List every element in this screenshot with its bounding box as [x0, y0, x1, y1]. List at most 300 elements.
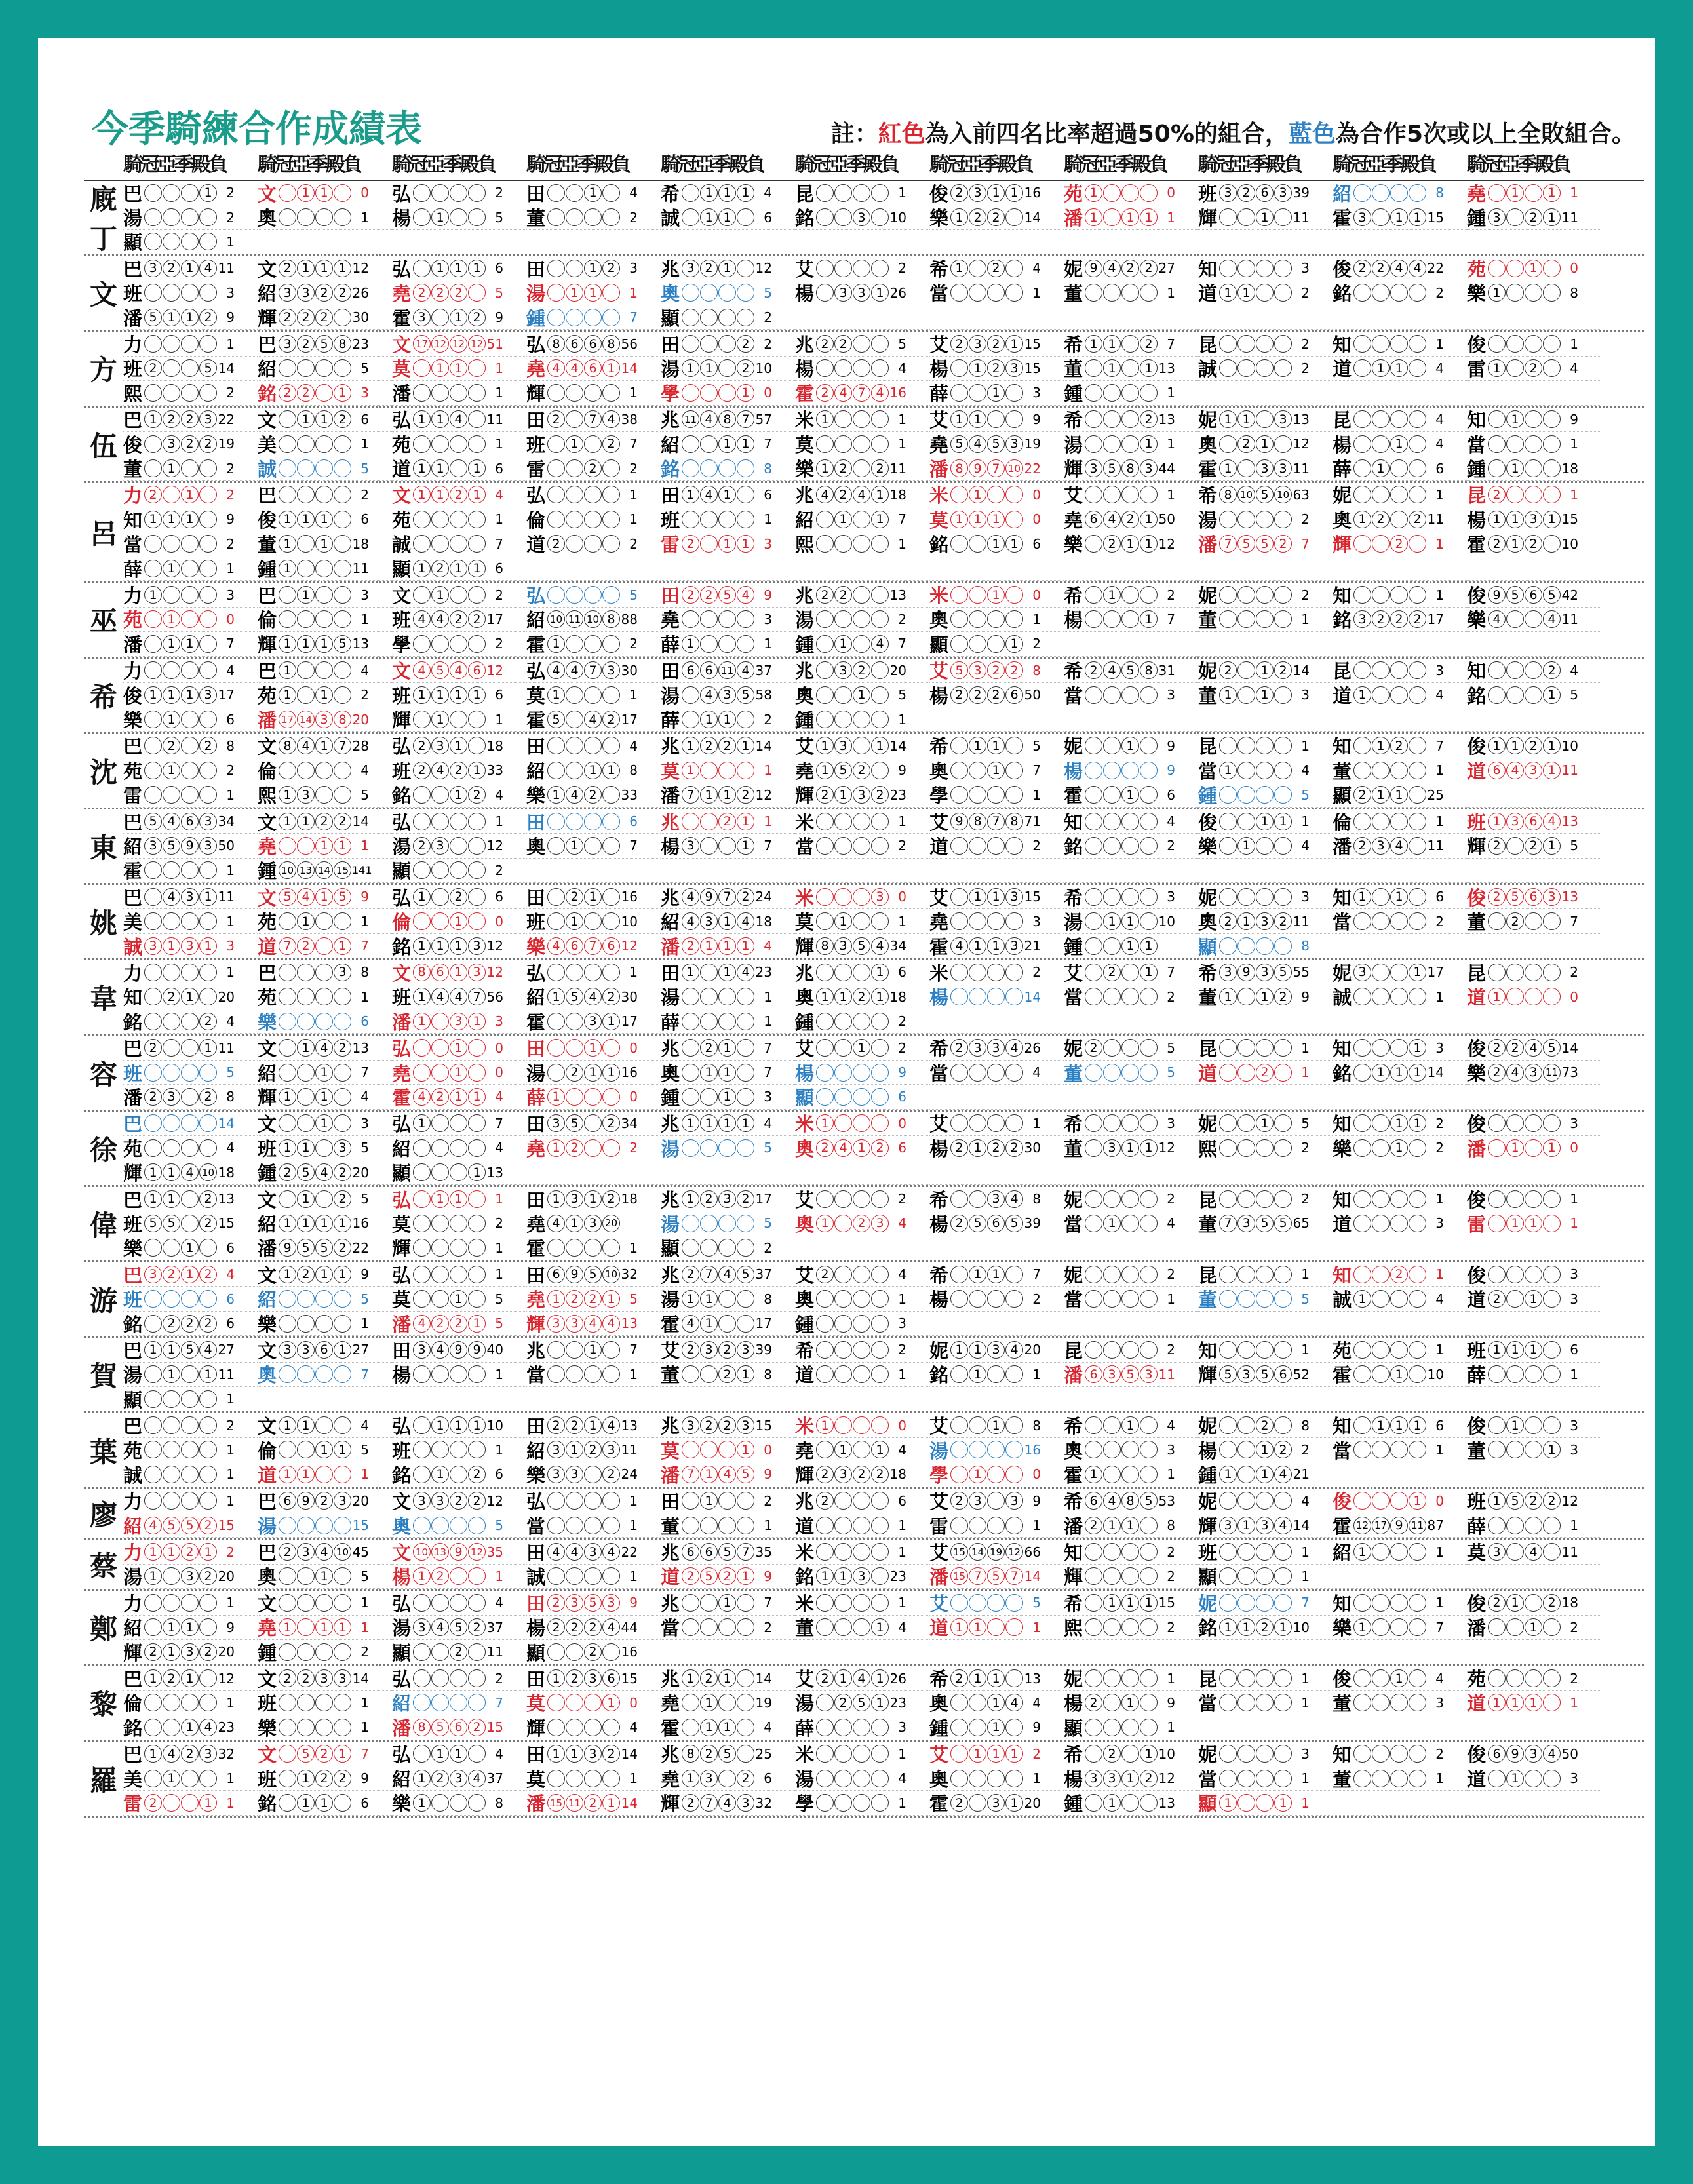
loss-count: 17 [621, 711, 638, 728]
jockey-name: 知 [1064, 811, 1083, 834]
placing-count: 4 [413, 661, 431, 679]
placing-count: 20 [602, 1215, 620, 1232]
loss-count: 2 [1570, 1670, 1578, 1687]
note-prefix: 註： [830, 121, 878, 147]
jockey-name: 銘 [795, 207, 815, 230]
placing-count [853, 359, 870, 377]
loss-count: 14 [1293, 662, 1310, 678]
jockey-entry [1467, 909, 1601, 933]
placing-count [1525, 964, 1542, 981]
placing-count: 1 [413, 888, 431, 906]
placing-count: 1 [315, 686, 333, 704]
loss-count: 87 [1427, 1517, 1444, 1534]
placing-count: 1 [1372, 359, 1390, 377]
loss-count: 2 [1032, 636, 1041, 652]
loss-count: 71 [1024, 813, 1041, 830]
placing-count: 2 [718, 1416, 736, 1434]
loss-count: 12 [755, 787, 772, 803]
placing-count: 1 [950, 260, 968, 277]
placing-count [718, 610, 736, 628]
loss-count: 1 [898, 711, 906, 728]
placing-count: 1 [718, 208, 736, 226]
loss-count: 18 [218, 1164, 235, 1180]
jockey-name: 道 [1467, 1289, 1487, 1312]
placing-count [871, 184, 889, 202]
jockey-entry [123, 456, 258, 480]
jockey-entry [258, 608, 392, 632]
jockey-entry [1467, 885, 1601, 909]
placing-count [1256, 937, 1274, 955]
placing-count [199, 1694, 217, 1711]
placing-count [450, 208, 467, 226]
column-header: 騎冠亞季殿負 [929, 153, 1032, 176]
placing-count [181, 1013, 199, 1030]
loss-count: 0 [1167, 185, 1175, 201]
placing-count [871, 1290, 889, 1308]
placing-count: 2 [279, 260, 296, 277]
jockey-entry [1467, 332, 1601, 356]
entry-column [526, 332, 661, 405]
placing-count [297, 686, 315, 704]
loss-count: 5 [1032, 1595, 1041, 1611]
placing-count [1256, 284, 1274, 302]
placing-count [279, 1013, 296, 1030]
jockey-name: 潘 [123, 1086, 143, 1109]
loss-count: 1 [1167, 1466, 1175, 1483]
jockey-name: 輝 [1064, 1566, 1083, 1589]
placing-count: 1 [1506, 459, 1524, 477]
loss-count: 1 [226, 1492, 235, 1509]
entry-column [929, 1666, 1064, 1740]
loss-count: 5 [226, 1064, 235, 1081]
placing-count [297, 1013, 315, 1030]
jockey-entry [795, 205, 929, 229]
placing-count: 2 [1005, 1139, 1023, 1157]
loss-count: 14 [1024, 988, 1041, 1005]
placing-count [315, 359, 333, 377]
entry-column [795, 408, 929, 481]
placing-count [853, 1441, 870, 1458]
placing-count [853, 635, 870, 653]
placing-count: 1 [1506, 410, 1524, 428]
loss-count: 1 [1435, 486, 1444, 503]
placing-count [987, 1618, 1005, 1636]
placing-count: 2 [682, 1794, 699, 1812]
entry-column [929, 659, 1064, 732]
placing-count: 1 [1103, 1517, 1121, 1534]
jockey-name: 文 [258, 182, 277, 205]
placing-count: 1 [163, 686, 180, 704]
placing-count: 1 [547, 1745, 565, 1763]
placing-count: 1 [144, 1163, 162, 1181]
trainer-label: 蔡 [89, 1550, 117, 1582]
jockey-name: 苑 [123, 609, 143, 632]
placing-count [1525, 1266, 1542, 1283]
placing-count [1256, 1543, 1274, 1561]
placing-count [1274, 1694, 1292, 1711]
jockey-entry [258, 1136, 392, 1160]
jockey-entry [258, 1540, 392, 1564]
placing-count [737, 1239, 754, 1257]
placing-count [987, 988, 1005, 1005]
placing-count [584, 1694, 602, 1711]
jockey-entry [392, 1766, 526, 1791]
placing-count [1140, 1441, 1158, 1458]
loss-count: 1 [495, 1266, 503, 1283]
placing-count [1409, 661, 1426, 679]
placing-count [450, 837, 467, 855]
placing-count [431, 1290, 449, 1308]
jockey-entry [929, 1236, 1064, 1260]
placing-count: 2 [468, 1719, 486, 1736]
placing-count [547, 1770, 565, 1787]
trainer-label: 東 [89, 832, 117, 864]
jockey-name: 鍾 [1064, 1793, 1083, 1816]
placing-count [1353, 335, 1371, 353]
placing-count [682, 184, 699, 202]
jockey-name: 倫 [258, 609, 277, 632]
jockey-entry [392, 205, 526, 229]
placing-count [834, 1088, 852, 1106]
placing-count [431, 535, 449, 553]
jockey-name: 倫 [123, 1692, 143, 1715]
trainer-name [84, 408, 123, 481]
loss-count: 1 [495, 1191, 503, 1207]
jockey-name: 董 [1467, 911, 1487, 934]
loss-count: 13 [1024, 1670, 1041, 1687]
loss-count: 7 [764, 436, 772, 452]
placing-count [144, 184, 162, 202]
jockey-name: 兆 [661, 886, 680, 909]
placing-count: 1 [1488, 284, 1506, 302]
placing-count [1353, 1266, 1371, 1283]
loss-count: 1 [1570, 436, 1578, 452]
placing-count [413, 384, 431, 402]
jockey-entry [661, 1036, 795, 1060]
placing-count [547, 1517, 565, 1534]
jockey-entry [661, 1715, 795, 1740]
placing-count: 3 [1256, 912, 1274, 930]
placing-count: 2 [450, 888, 467, 906]
entry-column [258, 1187, 392, 1260]
loss-count: 4 [1167, 813, 1175, 830]
jockey-entry [929, 734, 1064, 758]
jockey-name: 輝 [1467, 836, 1487, 858]
trainer-name [84, 1413, 123, 1487]
placing-count: 7 [853, 384, 870, 402]
placing-count [682, 1088, 699, 1106]
placing-count [1256, 837, 1274, 855]
loss-count: 1 [360, 1316, 369, 1331]
placing-count [199, 762, 217, 779]
placing-count [602, 486, 620, 503]
jockey-name: 楊 [929, 986, 949, 1009]
placing-count [1256, 1770, 1274, 1787]
entry-column [392, 1187, 526, 1260]
jockey-entry [392, 1640, 526, 1664]
placing-count: 1 [816, 762, 834, 779]
placing-count [853, 435, 870, 453]
placing-count: 6 [1085, 511, 1102, 528]
placing-count [584, 1517, 602, 1534]
placing-count: 1 [1488, 813, 1506, 830]
placing-count [199, 1139, 217, 1157]
jockey-entry [392, 909, 526, 933]
placing-count: 5 [181, 1341, 199, 1359]
entry-grid [123, 1591, 1601, 1664]
jockey-name: 銘 [392, 935, 412, 958]
entry-column [1198, 1591, 1333, 1664]
placing-count [987, 1441, 1005, 1458]
loss-count: 7 [495, 1694, 503, 1711]
placing-count [1140, 1064, 1158, 1082]
loss-count: 2 [1032, 964, 1041, 981]
placing-count: 1 [279, 1618, 296, 1636]
placing-count: 1 [1488, 359, 1506, 377]
placing-count [834, 260, 852, 277]
placing-count [682, 284, 699, 302]
placing-count [1121, 610, 1139, 628]
placing-count: 17 [279, 711, 296, 728]
placing-count [1409, 1669, 1426, 1687]
placing-count [1256, 1190, 1274, 1208]
placing-count: 1 [413, 486, 431, 503]
placing-count [279, 586, 296, 604]
placing-count [163, 284, 180, 302]
jockey-name: 董 [1064, 358, 1083, 381]
jockey-name: 昆 [1198, 1264, 1218, 1287]
placing-count [602, 284, 620, 302]
entry-column [258, 1338, 392, 1411]
loss-count: 23 [218, 1719, 235, 1736]
trainer-block [84, 408, 1644, 483]
placing-count: 3 [682, 1416, 699, 1434]
jockey-entry [526, 885, 661, 909]
placing-count [547, 888, 565, 906]
placing-count [431, 384, 449, 402]
jockey-name: 兆 [661, 811, 680, 834]
jockey-name: 文 [258, 409, 277, 432]
placing-count: 11 [682, 410, 699, 428]
jockey-entry [1467, 583, 1601, 607]
jockey-entry [392, 1009, 526, 1034]
loss-count: 9 [360, 1266, 369, 1283]
loss-count: 1 [360, 1595, 369, 1611]
jockey-name: 妮 [1198, 585, 1218, 608]
placing-count: 2 [547, 1618, 565, 1636]
placing-count [1121, 1543, 1139, 1561]
placing-count: 1 [718, 786, 736, 804]
jockey-entry [1064, 205, 1198, 229]
placing-count [163, 208, 180, 226]
entry-grid [123, 483, 1601, 581]
loss-count: 0 [1032, 511, 1041, 528]
placing-count [834, 1594, 852, 1612]
placing-count [431, 1794, 449, 1812]
placing-count: 2 [1274, 1441, 1292, 1458]
placing-count: 5 [334, 888, 351, 906]
jockey-entry [795, 1112, 929, 1136]
placing-count: 1 [987, 1745, 1005, 1763]
placing-count: 1 [431, 260, 449, 277]
jockey-name: 紹 [258, 358, 277, 381]
jockey-entry [929, 1513, 1064, 1538]
placing-count [950, 586, 968, 604]
jockey-entry [392, 1287, 526, 1311]
placing-count [871, 1416, 889, 1434]
placing-count [279, 762, 296, 779]
placing-count [602, 208, 620, 226]
placing-count [1409, 837, 1426, 855]
loss-count: 13 [1158, 360, 1175, 376]
jockey-entry [123, 1715, 258, 1740]
placing-count [566, 309, 583, 326]
placing-count [1121, 384, 1139, 402]
loss-count: 1 [1435, 813, 1444, 830]
placing-count [1488, 1517, 1506, 1534]
loss-count: 63 [1293, 486, 1310, 503]
placing-count [871, 1064, 889, 1082]
placing-count: 2 [1219, 912, 1237, 930]
placing-count: 9 [468, 1341, 486, 1359]
placing-count [1506, 610, 1524, 628]
placing-count: 3 [547, 1466, 565, 1483]
placing-count [1085, 1543, 1102, 1561]
placing-count [1274, 1139, 1292, 1157]
placing-count: 2 [969, 208, 986, 226]
placing-count [144, 1365, 162, 1383]
placing-count: 1 [297, 586, 315, 604]
placing-count [1372, 1114, 1390, 1132]
placing-count: 1 [1005, 184, 1023, 202]
jockey-name: 昆 [1064, 1339, 1083, 1362]
placing-count: 1 [279, 560, 296, 577]
jockey-entry [661, 281, 795, 305]
placing-count [1237, 1567, 1255, 1585]
entry-column [258, 1489, 392, 1538]
jockey-name: 湯 [1064, 911, 1083, 934]
placing-count: 3 [547, 1114, 565, 1132]
placing-count [1409, 1694, 1426, 1711]
jockey-name: 輝 [1064, 458, 1083, 481]
jockey-entry [661, 456, 795, 480]
jockey-entry [123, 1591, 258, 1615]
placing-count [566, 1013, 583, 1030]
jockey-entry [661, 556, 795, 581]
jockey-name: 文 [258, 1038, 277, 1061]
placing-count [1256, 1794, 1274, 1812]
placing-count: 7 [584, 410, 602, 428]
placing-count: 1 [682, 737, 699, 754]
placing-count [602, 1567, 620, 1585]
placing-count: 1 [163, 1618, 180, 1636]
placing-count [737, 309, 754, 326]
entry-column [661, 181, 795, 254]
jockey-entry [929, 230, 1064, 254]
entry-column [123, 960, 258, 1034]
placing-count [1121, 686, 1139, 704]
placing-count [181, 1039, 199, 1057]
placing-count: 1 [834, 635, 852, 653]
jockey-name: 巴 [258, 660, 277, 683]
entry-column [1064, 885, 1198, 958]
jockey-name: 奧 [258, 207, 277, 230]
loss-count: 1 [1570, 1215, 1578, 1232]
loss-count: 13 [1561, 813, 1578, 830]
placing-count [737, 459, 754, 477]
jockey-name: 董 [661, 1515, 680, 1538]
placing-count: 1 [1488, 511, 1506, 528]
jockey-entry [258, 1211, 392, 1236]
jockey-entry [1333, 432, 1467, 456]
placing-count: 3 [737, 1794, 754, 1812]
loss-count: 0 [629, 1040, 638, 1056]
loss-count: 5 [1570, 838, 1578, 854]
placing-count [1121, 1618, 1139, 1636]
jockey-name: 妮 [1198, 1113, 1218, 1136]
placing-count: 1 [468, 1013, 486, 1030]
jockey-entry [1198, 1136, 1333, 1160]
placing-count [1219, 888, 1237, 906]
placing-count [1409, 813, 1426, 830]
placing-count [1353, 410, 1371, 428]
placing-count: 9 [950, 813, 968, 830]
jockey-name: 紹 [526, 1439, 546, 1462]
placing-count [1237, 1341, 1255, 1359]
placing-count: 1 [602, 1013, 620, 1030]
placing-count [1390, 813, 1408, 830]
loss-count: 1 [764, 511, 772, 528]
jockey-entry [123, 1513, 258, 1538]
jockey-entry [1198, 1565, 1333, 1589]
loss-count: 6 [1570, 1342, 1578, 1358]
loss-count: 1 [1032, 1619, 1041, 1635]
jockey-name: 董 [1198, 684, 1218, 707]
placing-count: 2 [163, 1669, 180, 1687]
jockey-name: 昆 [795, 182, 815, 205]
loss-count: 11 [1158, 1366, 1175, 1382]
placing-count: 4 [315, 1543, 333, 1561]
jockey-name: 弘 [392, 1188, 412, 1211]
jockey-entry [526, 583, 661, 607]
entry-column [526, 256, 661, 330]
placing-count [950, 1594, 968, 1612]
placing-count [1390, 1341, 1408, 1359]
placing-count: 1 [816, 1114, 834, 1132]
entry-column [929, 1489, 1064, 1538]
placing-count [718, 459, 736, 477]
placing-count [1121, 1114, 1139, 1132]
jockey-name: 楊 [795, 283, 815, 305]
entry-column [1467, 1112, 1601, 1185]
jockey-entry [526, 1513, 661, 1538]
jockey-entry [258, 1742, 392, 1766]
placing-count: 10 [1237, 486, 1255, 503]
jockey-name: 班 [392, 1439, 412, 1462]
jockey-name: 艾 [929, 1415, 949, 1438]
jockey-name: 堯 [661, 609, 680, 632]
jockey-name: 妮 [1198, 409, 1218, 432]
placing-count [297, 560, 315, 577]
entry-grid [123, 1666, 1601, 1740]
jockey-entry [1064, 1287, 1198, 1311]
jockey-name: 田 [661, 1491, 680, 1513]
placing-count [1085, 1290, 1102, 1308]
placing-count [987, 1290, 1005, 1308]
column-header: 騎冠亞季殿負 [526, 153, 629, 176]
jockey-entry [392, 432, 526, 456]
placing-count [297, 1315, 315, 1333]
